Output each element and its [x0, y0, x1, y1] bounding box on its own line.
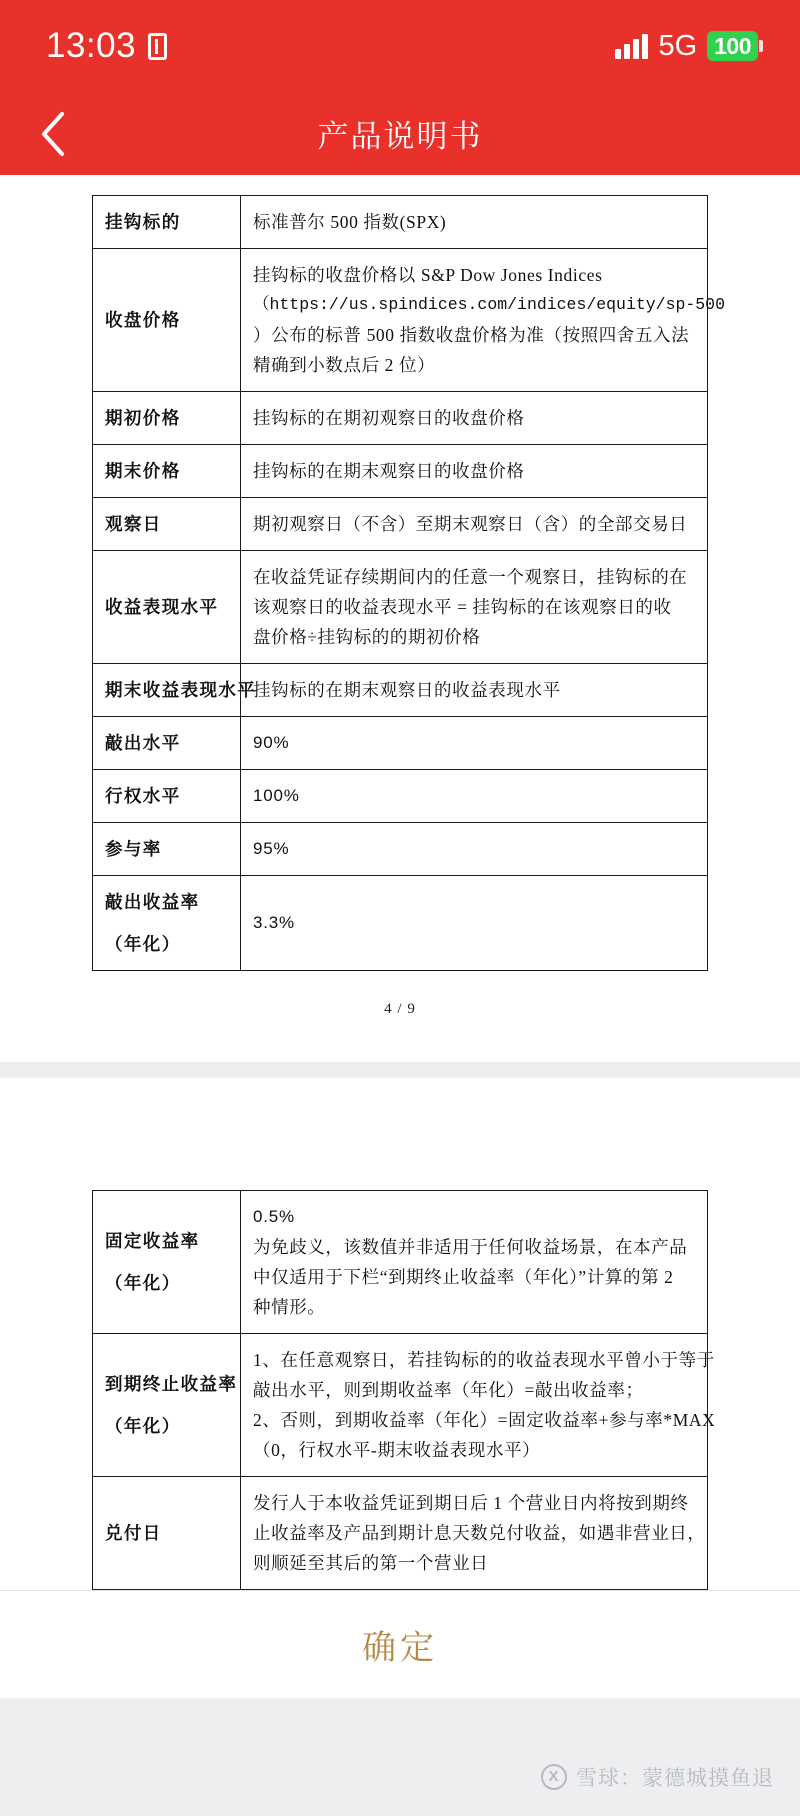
status-bar [0, 0, 800, 92]
term-value-cell [241, 249, 725, 392]
term-value-cell [241, 1477, 708, 1590]
table-row [93, 551, 708, 664]
page-title: 产品说明书 [317, 119, 483, 154]
nav-bar [0, 92, 800, 175]
term-value-cell [241, 196, 708, 249]
table-row [93, 1477, 708, 1590]
term-value-cell [241, 392, 708, 445]
product-terms-table-page5 [92, 1190, 716, 1590]
term-label-line: （年化） [105, 934, 181, 954]
page-separator [0, 1062, 800, 1078]
table-row [93, 196, 708, 249]
term-value-line: 挂钩标的在期末观察日的收益表现水平 [253, 680, 561, 700]
term-label-cell [93, 249, 241, 392]
term-value-line: 盘价格÷挂钩标的的期初价格 [253, 627, 481, 647]
term-label-line: 固定收益率 [105, 1231, 200, 1251]
document-page-4 [0, 175, 800, 1062]
term-label-line: 收益表现水平 [105, 597, 219, 617]
term-label-cell [93, 445, 241, 498]
term-label-cell [93, 717, 241, 770]
term-label-cell [93, 551, 241, 664]
below-footer-area [0, 1698, 800, 1816]
term-value-line: 挂钩标的收盘价格以 S&P Dow Jones Indices [253, 265, 603, 285]
term-label-line: 敲出收益率 [105, 892, 200, 912]
term-value-line: （0，行权水平-期末收益表现水平） [253, 1440, 541, 1460]
term-value-line: 敲出水平，则到期收益率（年化）=敲出收益率； [253, 1380, 644, 1400]
term-label-line: （年化） [105, 1273, 181, 1293]
term-value-cell [241, 551, 708, 664]
footer-bar [0, 1590, 800, 1698]
term-label-line: 期末价格 [105, 461, 181, 481]
term-value-line: 1、在任意观察日，若挂钩标的的收益表现水平曾小于等于 [253, 1350, 715, 1370]
term-value-cell [241, 717, 708, 770]
term-label-line: 参与率 [105, 839, 162, 859]
term-label-cell [93, 392, 241, 445]
table-row [93, 249, 708, 392]
xueqiu-logo-icon [541, 1764, 567, 1790]
term-value-line: 中仅适用于下栏“到期终止收益率（年化）”计算的第 2 [253, 1267, 674, 1287]
term-value-cell [241, 823, 708, 876]
term-value-line: 挂钩标的在期初观察日的收盘价格 [253, 408, 525, 428]
term-label-cell [93, 1191, 241, 1334]
term-label-cell [93, 196, 241, 249]
term-label-line: 期末收益表现水平 [105, 680, 257, 700]
term-value-line: 95% [253, 839, 290, 858]
watermark-text: 雪球：蒙德城摸鱼退 [576, 1767, 774, 1790]
term-label-line: 观察日 [105, 514, 162, 534]
term-label-line: 收盘价格 [105, 310, 181, 330]
term-label-line: 挂钩标的 [105, 212, 181, 232]
term-label-cell [93, 664, 257, 717]
term-label-line: 行权水平 [105, 786, 181, 806]
document-scroll-area[interactable] [0, 175, 800, 1590]
term-label-line: 敲出水平 [105, 733, 181, 753]
table-row [93, 876, 708, 971]
table-row [93, 1334, 708, 1477]
page-number: 4 / 9 [384, 1001, 416, 1017]
term-label-line: 期初价格 [105, 408, 181, 428]
term-value-cell [241, 445, 708, 498]
table-body-page5 [93, 1191, 716, 1590]
term-value-line: 则顺延至其后的第一个营业日 [253, 1553, 489, 1573]
term-label-cell [93, 876, 241, 971]
term-value-line: 种情形。 [253, 1297, 326, 1317]
signal-bars-icon [615, 33, 648, 59]
watermark [541, 1762, 774, 1792]
table-row [93, 770, 708, 823]
table-row [93, 445, 708, 498]
term-value-cell [241, 1334, 716, 1477]
term-label-line: 到期终止收益率 [105, 1374, 238, 1394]
term-label-cell [93, 770, 241, 823]
term-value-cell [241, 664, 708, 717]
term-label-line: （年化） [105, 1416, 181, 1436]
status-bar-right [615, 30, 758, 63]
term-value-line: 100% [253, 786, 300, 805]
book-icon [148, 33, 167, 60]
term-value-line: 90% [253, 733, 290, 752]
battery-indicator: 100 [707, 31, 758, 61]
term-value-line: 0.5% [253, 1207, 295, 1226]
network-type-label: 5G [658, 29, 698, 62]
term-label-cell [93, 1477, 241, 1590]
table-row [93, 664, 708, 717]
term-label-cell [93, 823, 241, 876]
term-value-line: 标准普尔 500 指数(SPX) [253, 212, 447, 232]
term-value-cell [241, 498, 708, 551]
term-value-line: 精确到小数点后 2 位） [253, 355, 436, 375]
term-value-line: 为免歧义，该数值并非适用于任何收益场景，在本产品 [253, 1237, 688, 1257]
confirm-button[interactable]: 确定 [362, 1620, 438, 1669]
status-bar-left [46, 26, 167, 66]
term-value-line: 在收益凭证存续期间内的任意一个观察日，挂钩标的在 [253, 567, 688, 587]
term-value-line: （https://us.spindices.com/indices/equity/sp-500 [253, 295, 725, 314]
table-row [93, 717, 708, 770]
term-value-line: 止收益率及产品到期计息天数兑付收益，如遇非营业日， [253, 1523, 706, 1543]
document-page-5 [0, 1078, 800, 1590]
term-value-cell [241, 1191, 708, 1334]
term-value-line: 发行人于本收益凭证到期日后 1 个营业日内将按到期终 [253, 1493, 689, 1513]
product-terms-table-page4 [92, 195, 725, 971]
term-label-cell [93, 498, 241, 551]
term-value-cell [241, 770, 708, 823]
chevron-left-icon [40, 111, 66, 157]
table-row [93, 823, 708, 876]
table-row [93, 1191, 708, 1334]
term-value-line: 2、否则，到期收益率（年化）=固定收益率+参与率*MAX [253, 1410, 716, 1430]
status-time: 13:03 [46, 26, 137, 65]
table-row [93, 392, 708, 445]
table-row [93, 498, 708, 551]
term-value-line: 期初观察日（不含）至期末观察日（含）的全部交易日 [253, 514, 688, 534]
term-value-line: 3.3% [253, 913, 295, 932]
term-value-line: 该观察日的收益表现水平 = 挂钩标的在该观察日的收 [253, 597, 672, 617]
term-label-line: 兑付日 [105, 1523, 162, 1543]
term-label-cell [93, 1334, 241, 1477]
table-body-page4 [93, 196, 725, 971]
back-button[interactable] [22, 92, 84, 175]
term-value-line: 挂钩标的在期末观察日的收盘价格 [253, 461, 525, 481]
term-value-cell [241, 876, 708, 971]
term-value-line: ）公布的标普 500 指数收盘价格为准（按照四舍五入法 [253, 325, 690, 345]
